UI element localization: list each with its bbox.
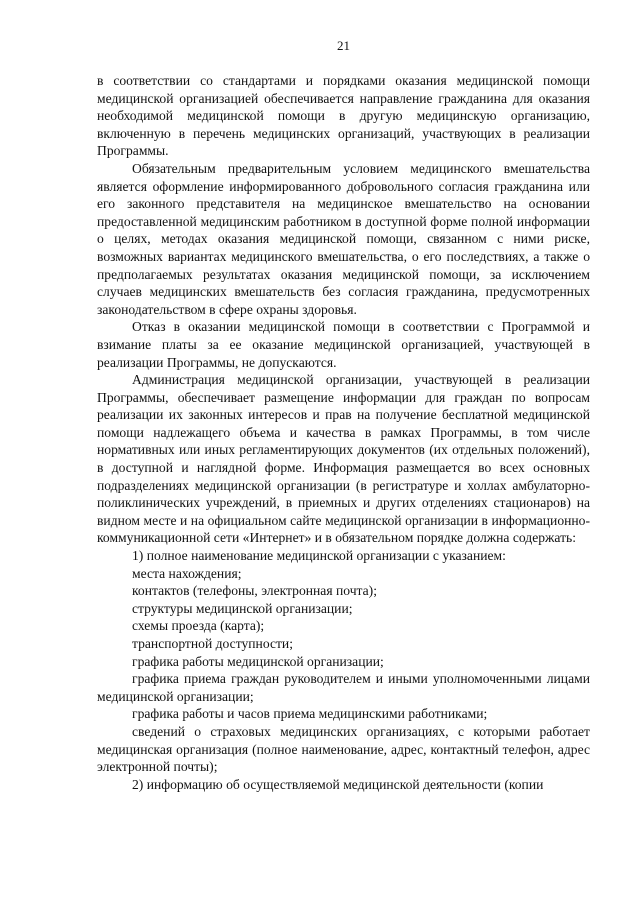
list-item-contacts: контактов (телефоны, электронная почта); [132, 583, 377, 599]
list-item-insurers: сведений о страховых медицинских организациях, с которыми работает медицинская организация (полное наименование, адрес, контактный телефон, адрес электронной почты); [97, 723, 590, 775]
list-item-work-schedule: графика работы медицинской организации; [132, 653, 384, 669]
list-item-route-map: схемы проезда (карта); [132, 618, 265, 634]
list-item-reception-schedule: графика приема граждан руководителем и иными уполномоченными лицами медицинской организации; [97, 671, 590, 704]
list-item-staff-hours: графика работы и часов приема медицинскими работниками; [132, 706, 488, 722]
paragraph-referral: в соответствии со стандартами и порядками оказания медицинской помощи медицинской организацией обеспечивается направление гражданина для оказания необходимой медицинской помощи в другую медицинскую организацию, включенную в перечень медицинских организаций, участвующих в реализации Программы. [97, 73, 590, 159]
list-item-location: места нахождения; [132, 565, 242, 581]
list-item-structure: структуры медицинской организации; [132, 600, 353, 616]
page-number: 21 [337, 38, 350, 53]
paragraph-informed-consent: Обязательным предварительным условием медицинского вмешательства является оформление информированного добровольного согласия гражданина или его законного представителя на медицинское вмешательство на основании предоставленной медицинским работником в доступной форме полной информации о целях, методах оказания медицинской помощи, связанном с ними риске, возможных вариантах медицинского вмешательства, о его последствиях, а также о предполагаемых результатах оказания медицинской помощи, за исключением случаев медицинских вмешательств без согласия гражданина, предусмотренных законодательством в сфере охраны здоровья. [97, 160, 590, 317]
paragraph-information-placement: Администрация медицинской организации, участвующей в реализации Программы, обеспечивает размещение информации для граждан по вопросам реализации их законных интересов и прав на получение бесплатной медицинской помощи надлежащего объема и качества в рамках Программы, в том числе нормативных или иных регламентирующих документов (их отдельных положений), в доступной и наглядной форме. Информация размещается во всех основных подразделениях медицинской организации (в регистратуре и холлах амбулаторно-поликлинических учреждений, в приемных и других отделениях стационаров) на видном месте и на официальном сайте медицинской организации в информационно-коммуникационной сети «Интернет» и в обязательном порядке должна содержать: [97, 372, 590, 546]
paragraph-refusal-prohibited: Отказ в оказании медицинской помощи в соответствии с Программой и взимание платы за ее оказание медицинской организацией, участвующей в реализации Программы, не допускаются. [97, 319, 590, 370]
list-item-full-name: 1) полное наименование медицинской организации с указанием: [132, 548, 506, 564]
document-body [97, 72, 590, 793]
list-item-transport: транспортной доступности; [132, 636, 293, 651]
list-item-medical-activity: 2) информацию об осуществляемой медицинской деятельности (копии [132, 776, 544, 792]
